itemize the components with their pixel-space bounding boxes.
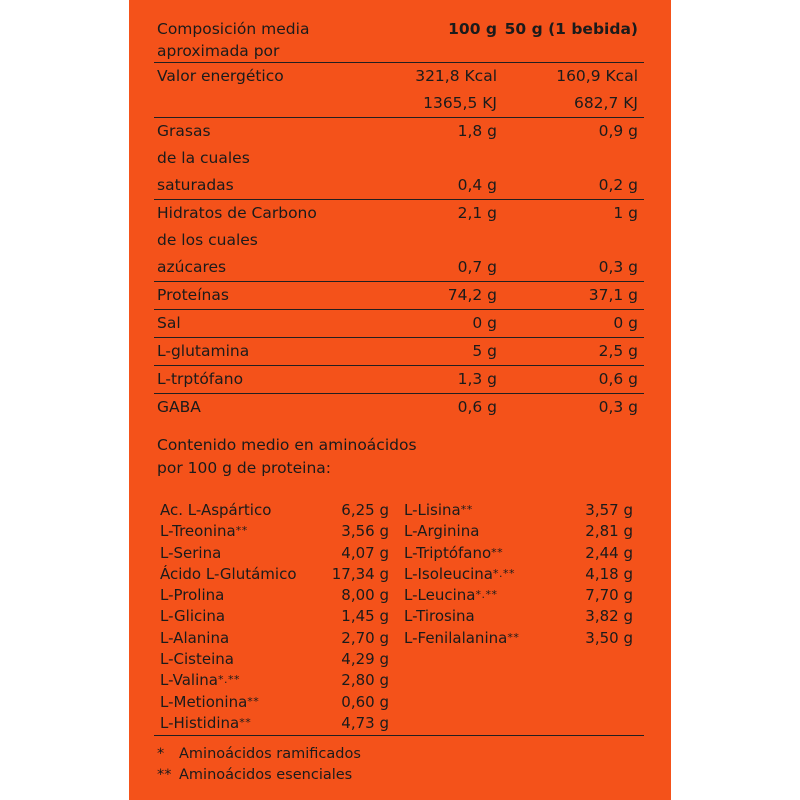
amino-name: L-Arginina — [404, 522, 480, 541]
amino-name: L-Glicina — [160, 607, 226, 626]
row-label: Proteínas — [154, 282, 367, 310]
row-label: de los cuales — [157, 231, 258, 249]
footnote-item — [157, 765, 361, 786]
amino-name: L-Lisina** — [404, 501, 473, 519]
list-item — [401, 628, 645, 649]
row-col1: 1365,5 KJ — [423, 94, 497, 112]
amino-value: 1,45 g — [341, 607, 389, 626]
amino-name: L-Cisteina — [160, 650, 234, 669]
amino-value: 4,18 g — [585, 564, 633, 583]
amino-mark: *.** — [475, 588, 498, 602]
list-item — [157, 649, 401, 670]
amino-mark: ** — [235, 524, 248, 538]
amino-name: L-Fenilalanina** — [404, 628, 520, 647]
amino-value: 2,44 g — [585, 543, 633, 562]
row-col1: 0,7 g — [457, 258, 497, 276]
amino-value: 3,57 g — [585, 501, 633, 519]
list-item — [157, 500, 401, 521]
row-label — [154, 90, 367, 118]
row-col1: 74,2 g — [367, 282, 504, 310]
row-label: Grasas — [154, 118, 367, 146]
nutrition-header-col2-spacer — [503, 40, 644, 63]
table-row — [154, 90, 644, 118]
list-item — [401, 500, 645, 521]
amino-mark: ** — [507, 630, 520, 644]
list-item — [157, 585, 401, 606]
list-item — [401, 543, 645, 564]
table-row — [154, 394, 644, 422]
table-row — [154, 172, 644, 200]
row-col2: 0,9 g — [503, 118, 644, 146]
amino-mark: ** — [460, 503, 473, 516]
table-row — [154, 118, 644, 146]
amino-value: 4,73 g — [341, 713, 389, 732]
amino-mark: *.** — [217, 673, 240, 687]
list-item — [401, 585, 645, 606]
nutrition-header-row-1 — [154, 18, 644, 40]
footnote-mark: * — [157, 746, 165, 762]
amino-columns — [157, 500, 645, 734]
table-row — [154, 145, 644, 172]
row-col2 — [503, 227, 644, 254]
table-row — [154, 227, 644, 254]
footnote-divider — [154, 735, 644, 736]
table-row — [154, 200, 644, 228]
nutrition-header-label-line1: Composición media — [157, 20, 310, 38]
amino-mark: ** — [247, 694, 260, 708]
row-col2: 37,1 g — [503, 282, 644, 310]
list-item — [157, 692, 401, 713]
amino-mark: ** — [239, 715, 252, 729]
table-row — [154, 366, 644, 394]
amino-name: L-Prolina — [160, 586, 225, 605]
row-label: L-trptófano — [154, 366, 367, 394]
row-col2 — [503, 145, 644, 172]
list-item — [401, 606, 645, 627]
amino-section-title — [157, 434, 417, 481]
list-item — [401, 521, 645, 542]
amino-value: 4,07 g — [341, 543, 389, 562]
amino-name: L-Triptófano** — [404, 543, 504, 562]
row-label: de la cuales — [157, 149, 250, 167]
nutrition-table — [154, 18, 644, 421]
row-col2: 682,7 KJ — [573, 94, 638, 112]
amino-left-column — [157, 500, 401, 734]
amino-name: L-Alanina — [160, 628, 230, 647]
footnote-item — [157, 744, 361, 765]
list-item — [157, 670, 401, 691]
row-label: L-glutamina — [154, 338, 367, 366]
row-col1 — [367, 145, 504, 172]
amino-name: L-Valina*.** — [160, 671, 240, 690]
row-col2: 160,9 Kcal — [503, 63, 644, 91]
amino-mark: ** — [491, 545, 504, 559]
row-label: Valor energético — [154, 63, 367, 91]
row-col1: 2,1 g — [367, 200, 504, 228]
row-col1: 5 g — [367, 338, 504, 366]
amino-name: L-Histidina** — [160, 713, 252, 732]
row-label: Hidratos de Carbono — [154, 200, 367, 228]
table-row — [154, 63, 644, 91]
row-col1: 0,6 g — [367, 394, 504, 422]
amino-value: 3,56 g — [341, 522, 389, 541]
amino-value: 17,34 g — [331, 564, 389, 583]
list-item — [157, 713, 401, 734]
nutrition-header-label-line2: aproximada por — [157, 42, 280, 60]
list-item — [157, 543, 401, 564]
list-item — [157, 521, 401, 542]
row-col2: 0,6 g — [503, 366, 644, 394]
amino-value: 6,25 g — [341, 501, 389, 519]
amino-value: 2,80 g — [341, 671, 389, 690]
row-col2: 0,2 g — [598, 176, 638, 194]
nutrition-header-col2: 50 g (1 bebida) — [504, 20, 638, 38]
amino-name: L-Treonina** — [160, 522, 248, 541]
row-col2: 0,3 g — [598, 258, 638, 276]
row-label: azúcares — [157, 258, 227, 276]
amino-value: 2,81 g — [585, 522, 633, 541]
amino-value: 8,00 g — [341, 586, 389, 605]
amino-name: Ácido L-Glutámico — [160, 564, 297, 583]
amino-name: L-Metionina** — [160, 692, 260, 711]
footnotes — [157, 744, 361, 786]
amino-name: Ac. L-Aspártico — [160, 501, 272, 519]
row-col1: 1,8 g — [367, 118, 504, 146]
row-col2: 2,5 g — [503, 338, 644, 366]
row-label: Sal — [154, 310, 367, 338]
amino-value: 3,50 g — [585, 628, 633, 647]
row-col2: 1 g — [503, 200, 644, 228]
amino-name: L-Serina — [160, 543, 222, 562]
row-col1: 0,4 g — [457, 176, 497, 194]
amino-name: L-Tirosina — [404, 607, 475, 626]
amino-name: L-Leucina*.** — [404, 586, 498, 605]
nutrition-header-col1-spacer — [367, 40, 504, 63]
amino-title-line1: Contenido medio en aminoácidos — [157, 436, 417, 454]
row-col1: 321,8 Kcal — [367, 63, 504, 91]
row-col1: 0 g — [367, 310, 504, 338]
list-item — [401, 564, 645, 585]
table-row — [154, 338, 644, 366]
row-col1 — [367, 227, 504, 254]
footnote-text: Aminoácidos esenciales — [179, 767, 353, 784]
footnote-text: Aminoácidos ramificados — [179, 746, 361, 762]
row-col1: 1,3 g — [367, 366, 504, 394]
nutrition-header-col1: 100 g — [448, 20, 497, 38]
amino-title-line2: por 100 g de proteina: — [157, 459, 332, 478]
table-row — [154, 254, 644, 282]
row-label: saturadas — [157, 176, 234, 194]
list-item — [157, 564, 401, 585]
table-row — [154, 310, 644, 338]
nutrition-table-body — [154, 18, 644, 421]
row-label: GABA — [154, 394, 367, 422]
amino-name: L-Isoleucina*.** — [404, 564, 515, 583]
amino-value: 3,82 g — [585, 607, 633, 626]
footnote-mark: ** — [157, 767, 172, 784]
row-col2: 0,3 g — [503, 394, 644, 422]
amino-right-column — [401, 500, 645, 734]
row-col2: 0 g — [503, 310, 644, 338]
nutrition-label-panel — [129, 0, 671, 800]
amino-value: 0,60 g — [341, 692, 389, 711]
nutrition-header-row-2 — [154, 40, 644, 63]
table-row — [154, 282, 644, 310]
list-item — [157, 606, 401, 627]
amino-value: 4,29 g — [341, 650, 389, 669]
amino-value: 7,70 g — [585, 586, 633, 605]
list-item — [157, 628, 401, 649]
amino-value: 2,70 g — [341, 628, 389, 647]
amino-mark: *.** — [492, 566, 515, 580]
